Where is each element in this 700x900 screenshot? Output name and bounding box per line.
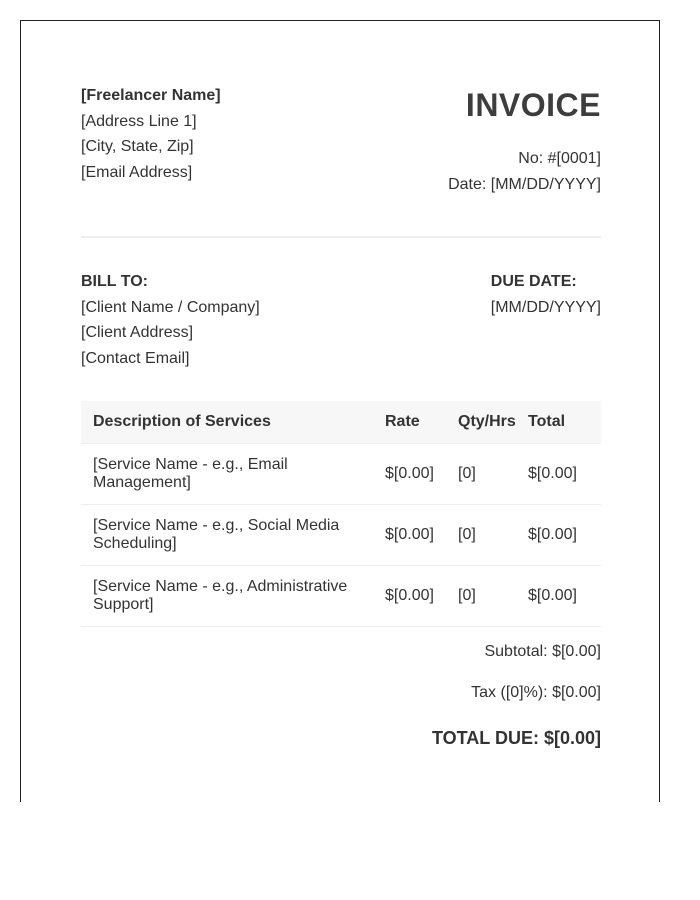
table-row — [81, 443, 601, 504]
service-description: [Service Name - e.g., Email Management] — [81, 443, 373, 504]
service-rate: $[0.00] — [373, 565, 446, 626]
freelancer-email: [Email Address] — [81, 164, 193, 182]
invoice-title-block — [448, 83, 601, 198]
freelancer-info — [81, 83, 221, 186]
invoice-page — [20, 20, 660, 802]
totals-section — [432, 642, 601, 749]
bill-to-label: BILL TO: — [81, 273, 148, 290]
header-rate: Rate — [373, 401, 446, 443]
service-total: $[0.00] — [528, 565, 601, 626]
due-date-label: DUE DATE: — [490, 273, 577, 290]
freelancer-city-state-zip: [City, State, Zip] — [81, 138, 194, 156]
client-address: [Client Address] — [81, 324, 194, 342]
tax: Tax ([0]%): $[0.00] — [471, 684, 601, 701]
invoice-meta — [448, 146, 601, 198]
invoice-header — [81, 83, 601, 235]
table-row — [81, 504, 601, 565]
invoice-number: No: #[0001] — [518, 150, 601, 167]
services-table — [81, 401, 601, 627]
service-total: $[0.00] — [528, 504, 601, 565]
invoice-title: INVOICE — [465, 87, 601, 123]
header-divider — [81, 236, 601, 238]
table-header-row — [81, 401, 601, 443]
invoice-date: Date: [MM/DD/YYYY] — [448, 176, 601, 193]
bill-to-block — [81, 269, 260, 372]
header-qty: Qty/Hrs — [446, 401, 528, 443]
freelancer-name: [Freelancer Name] — [81, 87, 221, 104]
due-date-value: [MM/DD/YYYY] — [490, 298, 601, 316]
table-row — [81, 565, 601, 626]
total-due: TOTAL DUE: $[0.00] — [431, 728, 601, 748]
due-date-block — [491, 269, 601, 320]
service-rate: $[0.00] — [373, 504, 446, 565]
client-name: [Client Name / Company] — [81, 298, 260, 316]
service-description: [Service Name - e.g., Administrative Support] — [81, 565, 373, 626]
freelancer-address-line-1: [Address Line 1] — [81, 112, 197, 130]
service-qty: [0] — [446, 565, 528, 626]
invoice-content — [81, 83, 601, 748]
header-description: Description of Services — [81, 401, 373, 443]
service-qty: [0] — [446, 504, 528, 565]
service-rate: $[0.00] — [373, 443, 446, 504]
service-description: [Service Name - e.g., Social Media Scheduling] — [81, 504, 373, 565]
header-total: Total — [528, 401, 601, 443]
client-contact-email: [Contact Email] — [81, 350, 190, 368]
service-total: $[0.00] — [528, 443, 601, 504]
billing-section — [81, 269, 601, 369]
service-qty: [0] — [446, 443, 528, 504]
subtotal: Subtotal: $[0.00] — [484, 643, 601, 660]
